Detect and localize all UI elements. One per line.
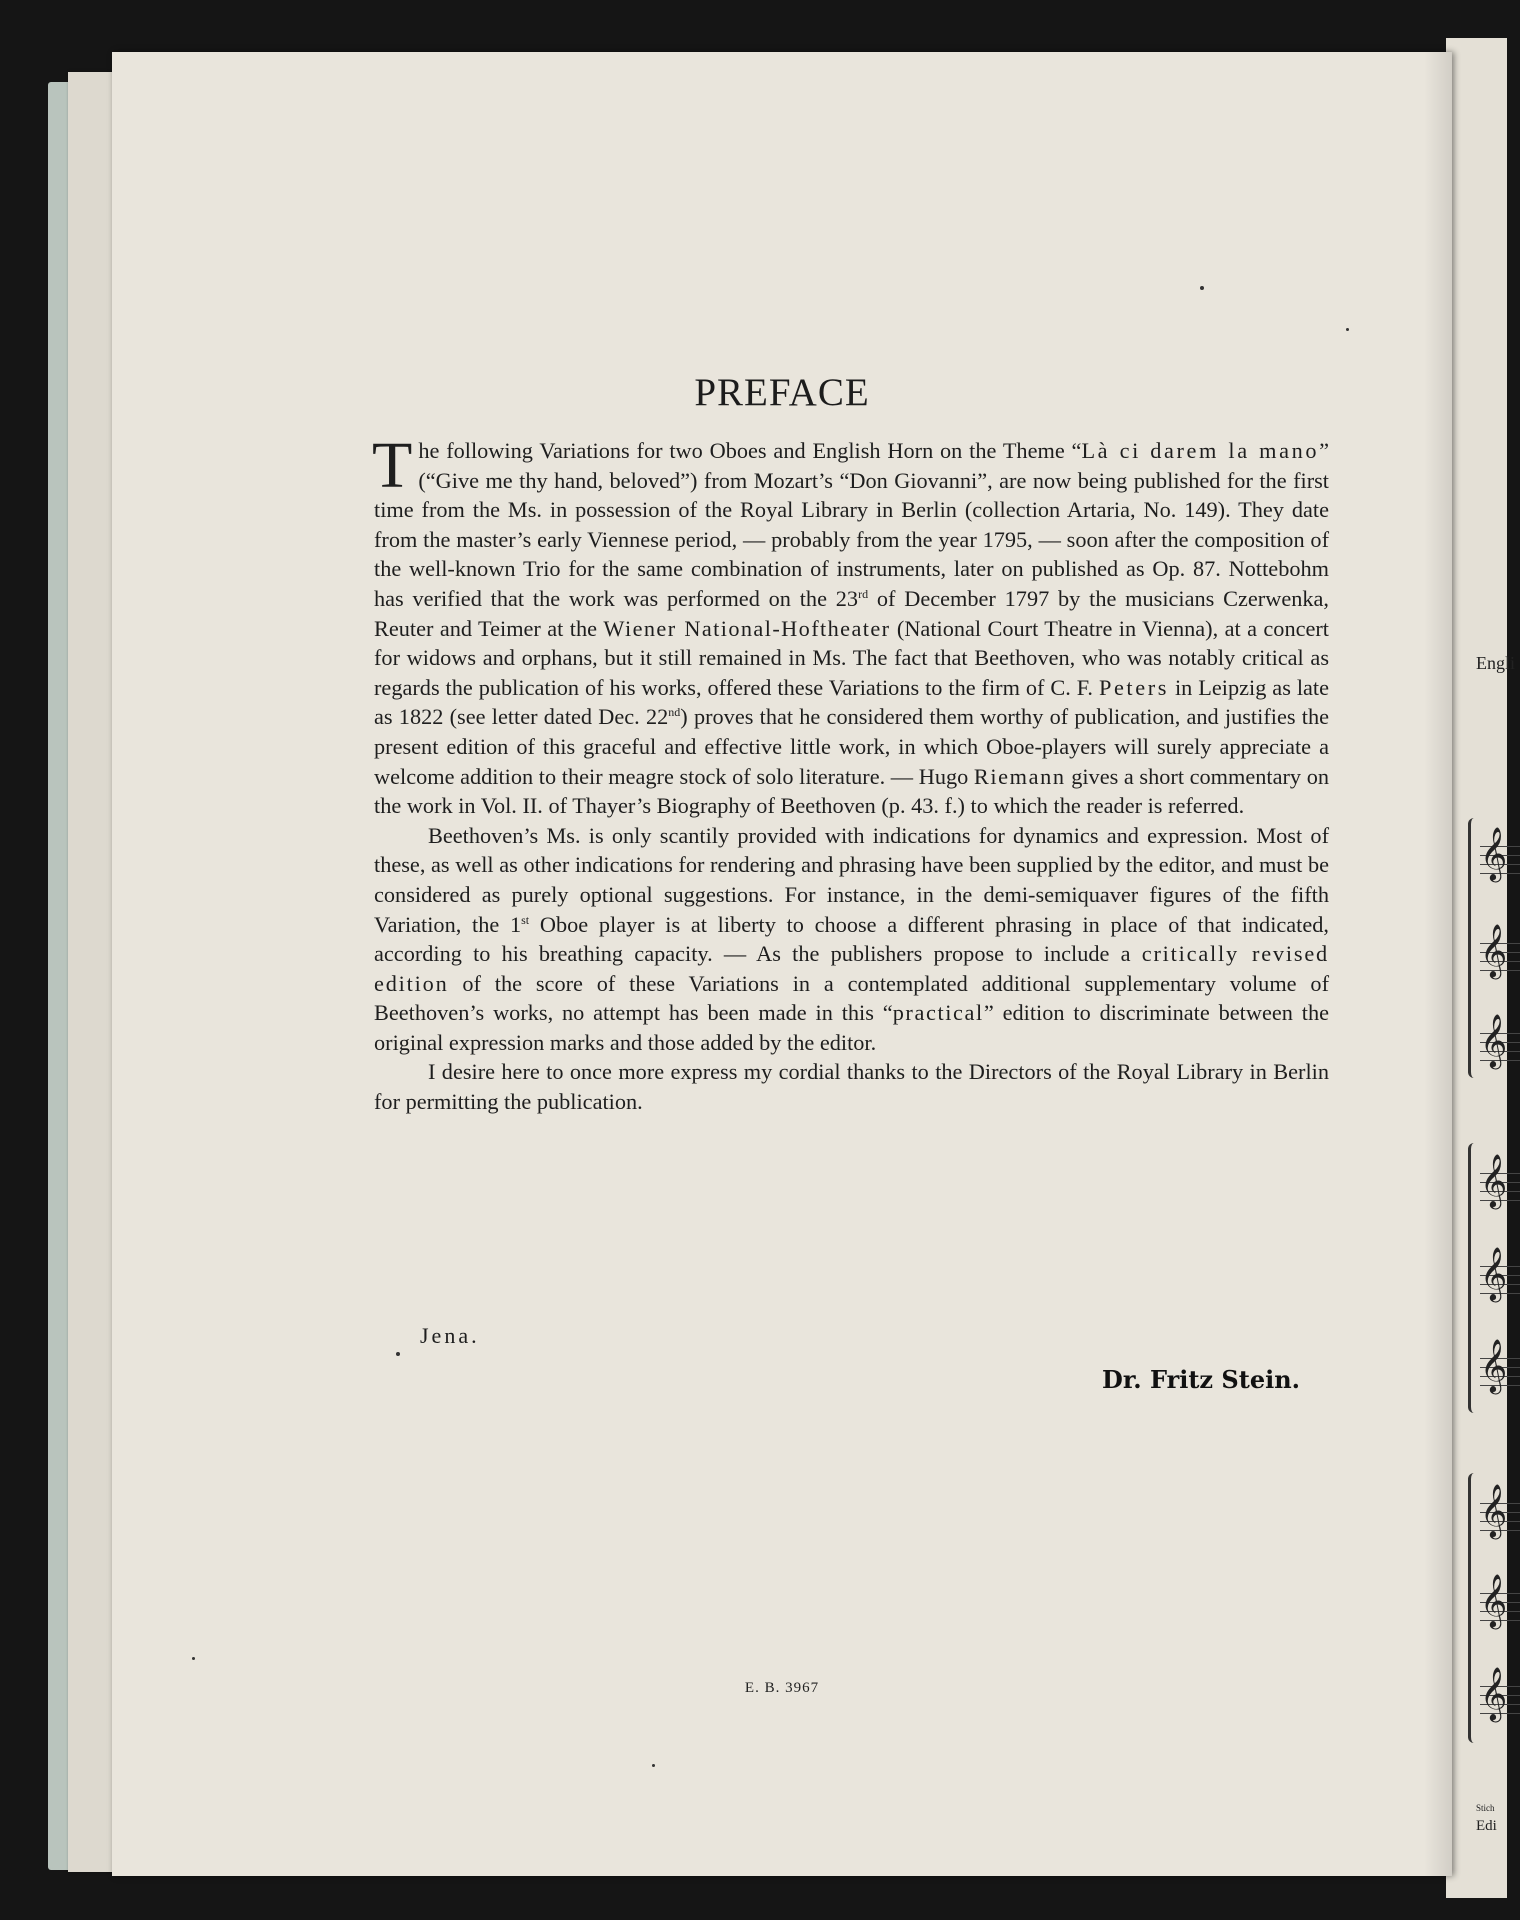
paper-speck: [396, 1352, 400, 1356]
treble-clef-icon: 𝄞: [1480, 1483, 1508, 1537]
facing-page-footer-fragment: Edi: [1476, 1818, 1497, 1834]
treble-clef-icon: 𝄞: [1480, 1666, 1508, 1720]
paragraph-3: I desire here to once more express my cordial thanks to the Directors of the Royal Library in Berlin for permitting the publication.: [374, 1059, 1329, 1115]
paper-speck: [1200, 286, 1204, 290]
text-run: he following Variations for two Oboes and English Horn on the Theme “: [418, 438, 1082, 463]
system-brace: [1468, 1473, 1479, 1743]
paper-speck: [652, 1764, 655, 1767]
facing-page-label-fragment: Engli: [1476, 653, 1515, 673]
treble-clef-icon: 𝄞: [1480, 1153, 1508, 1207]
text-run: ” edition to discriminate between the original expression marks and those added by the editor.: [374, 1000, 1329, 1055]
text-run: (National Court Theatre in Vienna), at a concert for widows and orphans, but it still remained in Ms. The fact that Beethoven, who was notably critical as regards the publication of his works, offered these Variations to the firm of C. F.: [374, 615, 1330, 700]
text-run: in Leipzig as late as 1822 (see letter dated Dec. 22: [374, 674, 1329, 730]
spaced-text: Riemann: [973, 763, 1066, 789]
spaced-text: Wiener National-Hoftheater: [603, 615, 891, 641]
system-brace: [1468, 1143, 1479, 1413]
superscript: rd: [858, 586, 869, 601]
page-title: PREFACE: [694, 371, 870, 414]
spaced-text: critically revised edition: [374, 941, 1329, 996]
text-run: of the score of these Variations in a contemplated additional supplementary volume of Beethoven’s works, no attempt has been made in this “: [374, 970, 1329, 1026]
paper-speck: [1346, 328, 1349, 331]
superscript: st: [521, 912, 530, 927]
gutter-shadow: [1424, 52, 1452, 1876]
place-line: Jena.: [420, 1323, 480, 1348]
text-run: ” (“Give me thy hand, beloved”) from Mozart’s “Don Giovanni”, are now being published for the first time from the Ms. in possession of the Royal Library in Berlin (collection Artaria, No. 149). They date from the master’s early Viennese period, — probably from the year 1795, — soon after the composition of the well-known Trio for the same combination of instruments, later on published as Op. 87. Nottebohm has verified that the work was performed on the 23: [374, 438, 1329, 611]
text-run: Oboe player is at liberty to choose a different phrasing in place of that indicated, according to his breathing capacity. — As the publishers propose to include a: [374, 911, 1329, 967]
spaced-text: Peters: [1098, 674, 1170, 700]
treble-clef-icon: 𝄞: [1480, 1246, 1508, 1300]
preface-page: [112, 52, 1452, 1876]
text-run: Beethoven’s Ms. is only scantily provided with indications for dynamics and expression. Most of these, as well as other indications for rendering and phrasing have been supplied by the editor, and must be considered as purely optional suggestions. For instance, in the demi-semiquaver figures of the fifth Variation, the 1: [374, 822, 1329, 937]
paragraph-2: [374, 821, 1329, 1058]
spaced-text: Là ci darem la mano: [1081, 438, 1320, 463]
text-run: ) proves that he considered them worthy of publication, and justifies the present edition of this graceful and effective little work, in which Oboe-players will surely appreciate a welcome addition to their meagre stock of solo literature. — Hugo: [374, 704, 1329, 789]
text-run: of December 1797 by the musicians Czerwenka, Reuter and Teimer at the: [374, 585, 1329, 641]
spaced-text: practical: [892, 1000, 984, 1026]
treble-clef-icon: 𝄞: [1480, 1573, 1508, 1627]
system-brace: [1468, 818, 1479, 1078]
superscript: nd: [668, 705, 681, 720]
drop-cap: T: [372, 429, 413, 502]
treble-clef-icon: 𝄞: [1480, 1338, 1508, 1392]
text-run: gives a short commentary on the work in Vol. II. of Thayer’s Biography of Beethoven (p. 43. f.) to which the reader is referred.: [374, 763, 1329, 819]
signature: Dr. Fritz Stein.: [1102, 1365, 1301, 1394]
treble-clef-icon: 𝄞: [1480, 826, 1508, 880]
paper-speck: [192, 1657, 195, 1660]
publication-number: E. B. 3967: [744, 1680, 820, 1696]
treble-clef-icon: 𝄞: [1480, 1013, 1508, 1067]
treble-clef-icon: 𝄞: [1480, 923, 1508, 977]
facing-page-footer-fragment: Stich: [1476, 1803, 1495, 1813]
preface-body: [372, 429, 1330, 1117]
paragraph-1: [372, 429, 1330, 821]
facing-music-page: [1446, 38, 1515, 1898]
